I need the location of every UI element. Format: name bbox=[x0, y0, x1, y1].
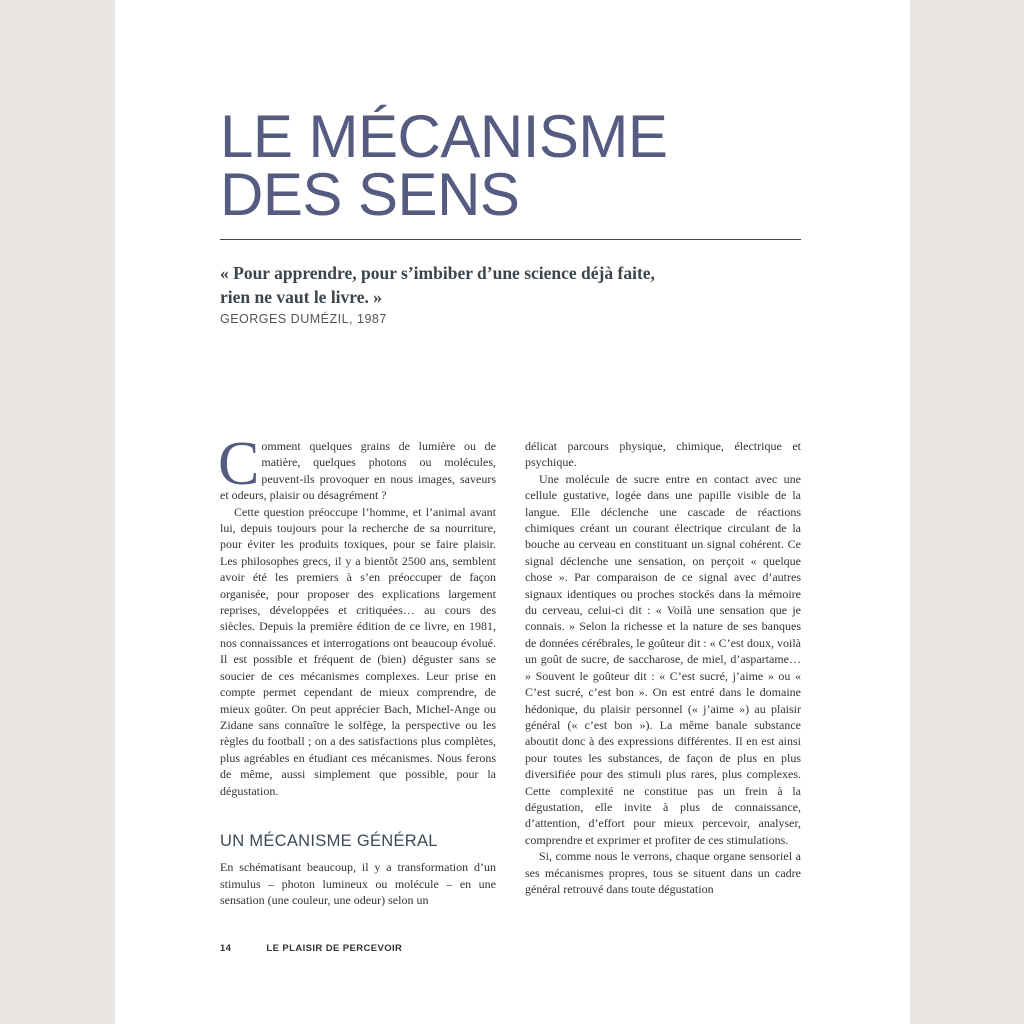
intro-paragraph-text: omment quelques grains de lumière ou de matière, quelques photons ou molécules, peuvent-ils provoquer en nous images, saveurs et odeurs, plaisir ou désagrément ? bbox=[220, 439, 496, 503]
page-number: 14 bbox=[220, 943, 232, 954]
page-footer bbox=[220, 943, 402, 954]
epigraph-quote bbox=[220, 261, 780, 309]
body-paragraph: Cette question préoccupe l’homme, et l’animal avant lui, depuis toujours pour la recherche de sa nourriture, pour éviter les produits toxiques, pour se faire plaisir. Les philosophes grecs, il y a bientôt 2500 ans, semblent avoir été les premiers à s’en préoccuper de façon organisée, pour proposer des explications largement reprises, développées et critiquées… au cours des siècles. Depuis la première édition de ce livre, en 1981, nos connaissances et interrogations ont beaucoup évolué. Il est possible et fréquent de (bien) déguster sans se soucier de ces mécanismes complexes. Leur prise en compte permet cependant de mieux comprendre, de mieux goûter. On peut apprécier Bach, Michel-Ange ou Zidane sans connaître le solfège, la perspective ou les règles du football ; on a des satisfactions plus complètes, plus agréables en étudiant ces mécanismes. Nous ferons de même, aussi simplement que possible, pour la dégustation. bbox=[220, 504, 496, 798]
title-divider bbox=[220, 239, 801, 240]
chapter-title-line-2: DES SENS bbox=[220, 161, 520, 228]
right-column bbox=[525, 438, 801, 897]
body-paragraph: délicat parcours physique, chimique, électrique et psychique. bbox=[525, 439, 801, 470]
chapter-title bbox=[220, 103, 668, 228]
chapter-title-line-1: LE MÉCANISME bbox=[220, 103, 668, 170]
left-column bbox=[218, 430, 496, 909]
epigraph-attribution: GEORGES DUMÉZIL, 1987 bbox=[220, 312, 387, 326]
body-paragraph: Une molécule de sucre entre en contact avec une cellule gustative, logée dans une papille visible de la langue. Elle déclenche une cascade de réactions chimiques créant un courant électrique circulant de la bouche au cerveau en constituant un signal cohérent. Ce signal déclenche une sensation, on perçoit « quelque chose ». Par comparaison de ce signal avec d’autres signaux identiques ou proches stockés dans la mémoire du cerveau, celui-ci dit : « Voilà une sensation que je connais. » Selon la richesse et la nature de ses banques de données cérébrales, le goûteur dit : « C’est doux, voilà un goût de sucre, de saccharose, de miel, d’aspartame… » Souvent le goûteur dit : « C’est sucré, j’aime » ou « C’est sucré, c’est bon ». On est entré dans le domaine hédonique, du plaisir personnel (« j’aime ») au plaisir général (« c’est bon »). La même banale substance aboutit donc à des expressions différentes. Il en est ainsi pour toutes les substances, de façon de plus en plus diversifiée pour des stimuli plus rares, plus complexes. Cette complexité ne constitue pas un frein à la dégustation, elle invite à plus de connaissance, d’attention, d’effort pour mieux percevoir, analyser, comprendre et exprimer et profiter de ces stimulations. bbox=[525, 471, 801, 847]
epigraph-line-2: rien ne vaut le livre. » bbox=[220, 287, 383, 307]
drop-cap: C bbox=[218, 430, 260, 498]
intro-paragraph bbox=[218, 430, 496, 504]
body-paragraph: Si, comme nous le verrons, chaque organe sensoriel a ses mécanismes propres, tous se situent dans un cadre général retrouvé dans toute dégustation bbox=[525, 849, 801, 896]
book-page bbox=[115, 0, 910, 1024]
epigraph-line-1: « Pour apprendre, pour s’imbiber d’une science déjà faite, bbox=[220, 263, 655, 283]
section-heading: UN MÉCANISME GÉNÉRAL bbox=[220, 831, 438, 850]
body-paragraph: En schématisant beaucoup, il y a transformation d’un stimulus – photon lumineux ou molécule – en une sensation (une couleur, une odeur) selon un bbox=[220, 860, 496, 908]
running-title: LE PLAISIR DE PERCEVOIR bbox=[266, 943, 403, 954]
